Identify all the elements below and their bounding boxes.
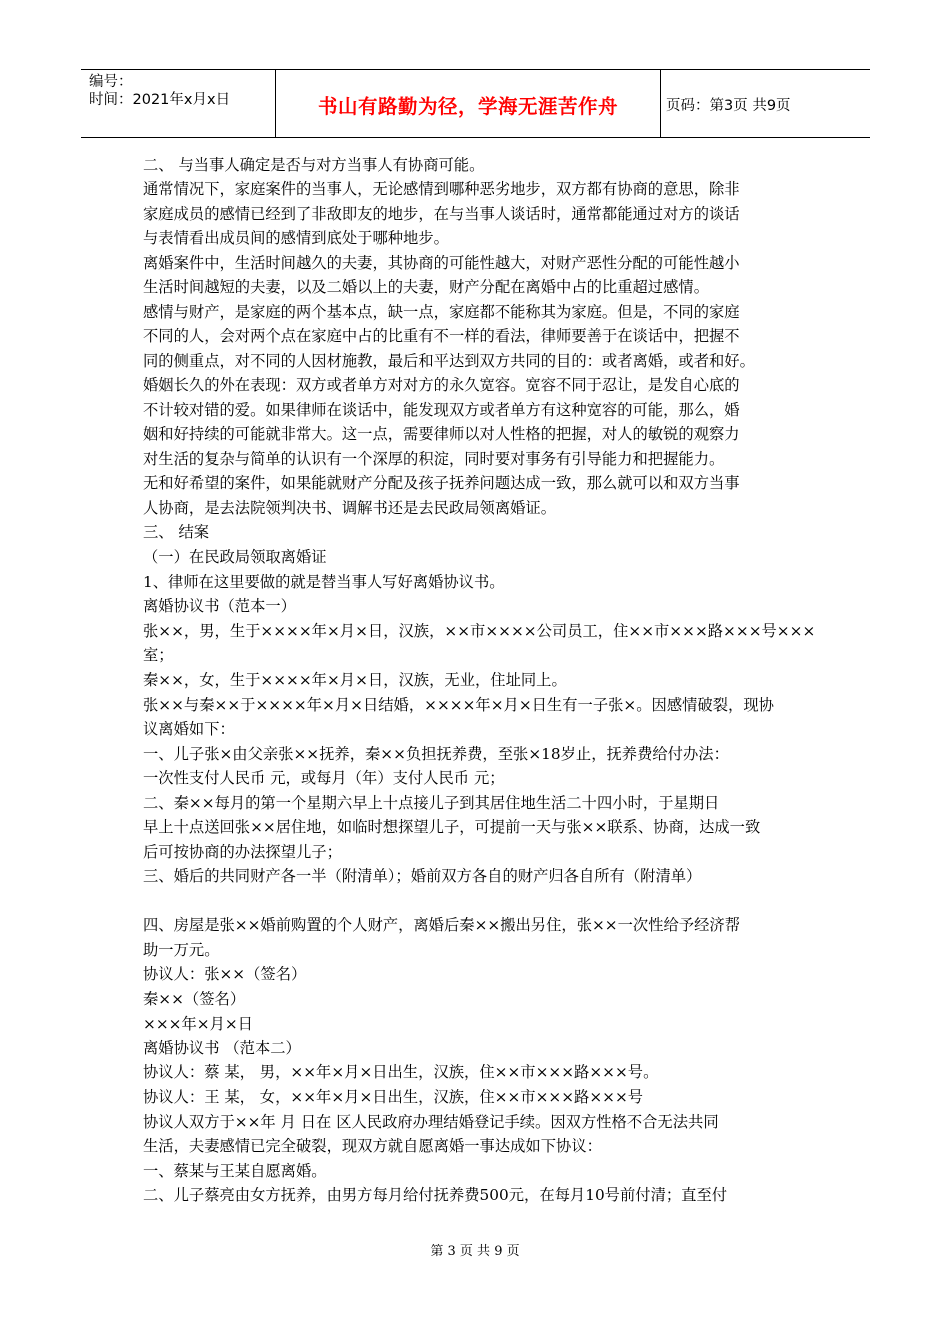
text-line: 协议人：张××（签名） bbox=[143, 965, 307, 983]
text-line: 三、 结案 bbox=[143, 523, 210, 541]
page-header bbox=[81, 69, 870, 138]
text-line: 不计较对错的爱。如果律师在谈话中，能发现双方或者单方有这种宽容的可能，那么，婚 bbox=[143, 401, 740, 419]
text-line: 早上十点送回张××居住地，如临时想探望儿子，可提前一天与张××联系、协商，达成一致 bbox=[143, 818, 761, 836]
text-line: 一次性支付人民币 元，或每月（年）支付人民币 元； bbox=[143, 769, 505, 787]
text-line: 通常情况下，家庭案件的当事人，无论感情到哪种恶劣地步，双方都有协商的意思，除非 bbox=[143, 180, 740, 198]
text-line: 家庭成员的感情已经到了非敌即友的地步，在与当事人谈话时，通常都能通过对方的谈话 bbox=[143, 205, 740, 223]
text-line: 张××，男，生于××××年×月×日，汉族，××市××××公司员工，住××市×××路×××号××× bbox=[143, 622, 816, 640]
text-line: 二、儿子蔡亮由女方抚养，由男方每月给付抚养费500元，在每月10号前付清；直至付 bbox=[143, 1186, 728, 1204]
text-line: 二、 与当事人确定是否与对方当事人有协商可能。 bbox=[143, 156, 485, 174]
text-line: 与表情看出成员间的感情到底处于哪种地步。 bbox=[143, 229, 449, 247]
header-page-cell bbox=[660, 70, 870, 137]
text-line: 一、儿子张×由父亲张××抚养，秦××负担抚养费，至张×18岁止，抚养费给付办法： bbox=[143, 745, 729, 763]
text-line: 1、律师在这里要做的就是替当事人写好离婚协议书。 bbox=[143, 573, 505, 591]
text-line: 不同的人，会对两个点在家庭中占的比重有不一样的看法，律师要善于在谈话中，把握不 bbox=[143, 327, 740, 345]
text-line: 对生活的复杂与简单的认识有一个深厚的积淀，同时要对事务有引导能力和把握能力。 bbox=[143, 450, 725, 468]
text-line: 人协商，是去法院领判决书、调解书还是去民政局领离婚证。 bbox=[143, 499, 557, 517]
text-line: 秦××，女，生于××××年×月×日，汉族，无业，住址同上。 bbox=[143, 671, 567, 689]
text-line: 三、婚后的共同财产各一半（附清单）；婚前双方各自的财产归各自所有（附清单） bbox=[143, 867, 702, 885]
text-line: 张××与秦××于××××年×月×日结婚，××××年×月×日生有一子张×。因感情破裂，现协 bbox=[143, 696, 774, 714]
text-line: （一）在民政局领取离婚证 bbox=[143, 548, 327, 566]
text-line: 无和好希望的案件，如果能就财产分配及孩子抚养问题达成一致，那么就可以和双方当事 bbox=[143, 474, 740, 492]
header-meta bbox=[81, 70, 275, 137]
text-line: 后可按协商的办法探望儿子； bbox=[143, 843, 342, 861]
text-line: 离婚协议书 （范本二） bbox=[143, 1039, 301, 1057]
text-line: 生活时间越短的夫妻，以及二婚以上的夫妻，财产分配在离婚中占的比重超过感情。 bbox=[143, 278, 709, 296]
text-line: 一、蔡某与王某自愿离婚。 bbox=[143, 1162, 327, 1180]
text-line: 室； bbox=[143, 646, 174, 664]
text-line: 离婚案件中，生活时间越久的夫妻，其协商的可能性越大，对财产恶性分配的可能性越小 bbox=[143, 254, 740, 272]
text-line: 协议人：蔡 某， 男，××年×月×日出生，汉族，住××市×××路×××号。 bbox=[143, 1063, 659, 1081]
document-number-label: 编号： bbox=[89, 74, 133, 90]
text-line: 秦××（签名） bbox=[143, 990, 246, 1008]
header-motto: 书山有路勤为径，学海无涯苦作舟 bbox=[317, 95, 618, 118]
document-time-label: 时间：2021年x月x日 bbox=[89, 92, 231, 108]
text-line: 议离婚如下： bbox=[143, 720, 235, 738]
text-line: 婚姻长久的外在表现：双方或者单方对对方的永久宽容。宽容不同于忍让，是发自心底的 bbox=[143, 376, 740, 394]
header-motto-cell bbox=[275, 70, 661, 137]
text-line: 二、秦××每月的第一个星期六早上十点接儿子到其居住地生活二十四小时，于星期日 bbox=[143, 794, 720, 812]
text-line: ×××年×月×日 bbox=[143, 1015, 253, 1033]
page-footer: 第 3 页 共 9 页 bbox=[430, 1244, 520, 1259]
text-line: 助一万元。 bbox=[143, 941, 220, 959]
text-line: 协议人：王 某， 女，××年×月×日出生，汉族，住××市×××路×××号 bbox=[143, 1088, 644, 1106]
text-line: 离婚协议书（范本一） bbox=[143, 597, 296, 615]
text-line: 感情与财产，是家庭的两个基本点，缺一点，家庭都不能称其为家庭。但是，不同的家庭 bbox=[143, 303, 740, 321]
header-page-number: 页码：第3页 共9页 bbox=[666, 98, 791, 114]
text-line: 姻和好持续的可能就非常大。这一点，需要律师以对人性格的把握，对人的敏锐的观察力 bbox=[143, 425, 740, 443]
text-line: 四、房屋是张××婚前购置的个人财产，离婚后秦××搬出另住，张××一次性给予经济帮 bbox=[143, 916, 740, 934]
text-line: 同的侧重点，对不同的人因材施教，最后和平达到双方共同的目的：或者离婚，或者和好。 bbox=[143, 352, 755, 370]
text-line: 协议人双方于××年 月 日在 区人民政府办理结婚登记手续。因双方性格不合无法共同 bbox=[143, 1113, 719, 1131]
text-line: 生活，夫妻感情已完全破裂，现双方就自愿离婚一事达成如下协议： bbox=[143, 1137, 602, 1155]
